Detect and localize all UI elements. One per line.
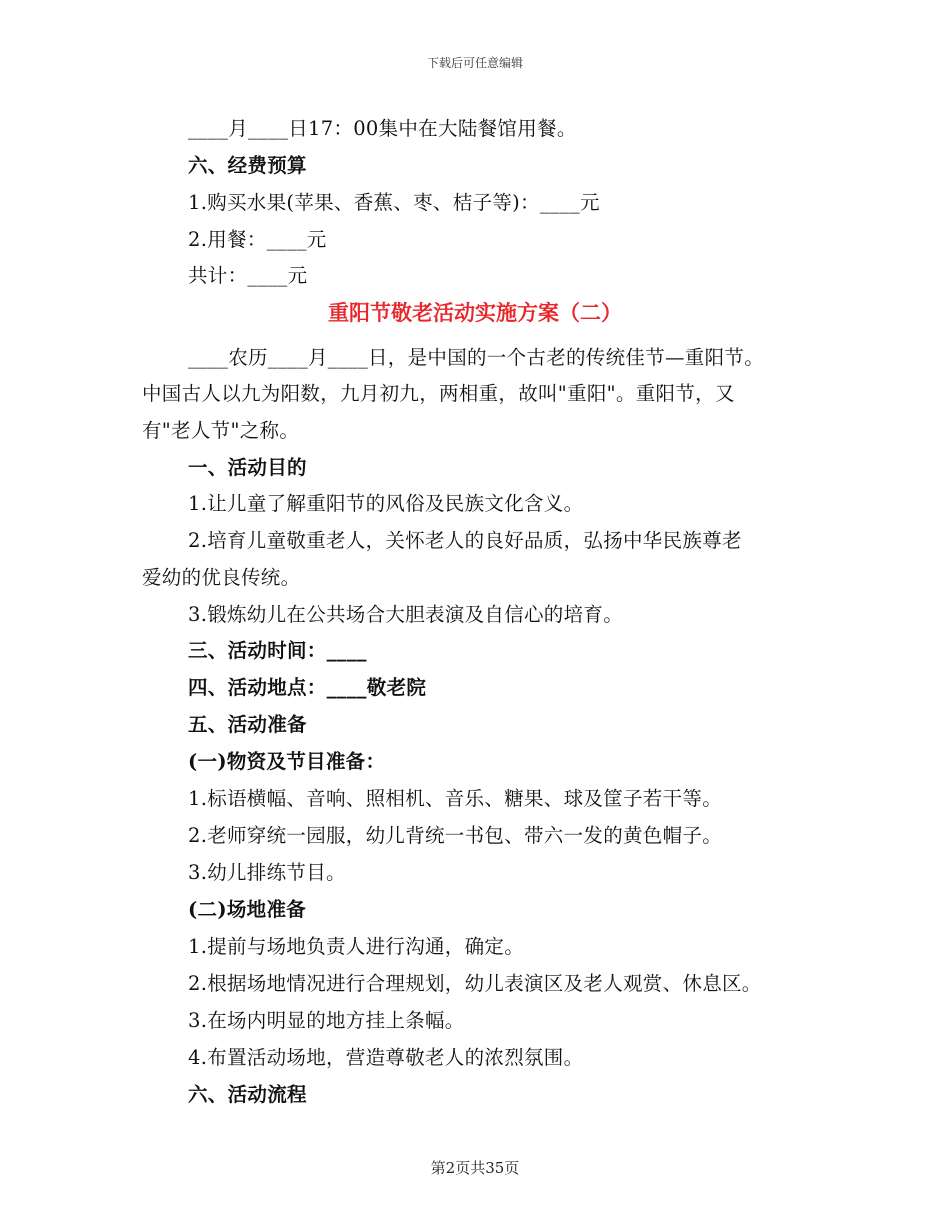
section-heading: 五、活动准备 <box>188 713 307 736</box>
text-line: 2.老师穿统一园服，幼儿背统一书包、带六一发的黄色帽子。 <box>188 824 723 847</box>
section-heading: 一、活动目的 <box>188 456 307 479</box>
text-line: 有"老人节"之称。 <box>142 419 300 442</box>
section-heading: (一)物资及节目准备： <box>188 750 386 773</box>
text-line: 1.购买水果(苹果、香蕉、枣、桔子等)：____元 <box>188 191 600 214</box>
text-line: 2.用餐：____元 <box>188 228 327 251</box>
section-heading: 三、活动时间：____ <box>188 639 367 662</box>
text-line: 4.布置活动场地，营造尊敬老人的浓烈氛围。 <box>188 1046 584 1069</box>
section-heading: 六、活动流程 <box>188 1083 307 1106</box>
text-line: 3.在场内明显的地方挂上条幅。 <box>188 1009 465 1032</box>
section-heading: 六、经费预算 <box>188 154 307 177</box>
page-header: 下载后可任意编辑 <box>426 56 523 70</box>
page-number: 第2页共35页 <box>430 1159 520 1177</box>
text-line: 2.根据场地情况进行合理规划，幼儿表演区及老人观赏、休息区。 <box>188 972 762 995</box>
text-line: 3.幼儿排练节目。 <box>188 861 346 884</box>
document-title: 重阳节敬老活动实施方案（二） <box>328 301 622 325</box>
text-line: 1.提前与场地负责人进行沟通，确定。 <box>188 935 525 958</box>
text-line: 中国古人以九为阳数，九月初九，两相重，故叫"重阳"。重阳节，又 <box>142 382 735 405</box>
text-line: 2.培育儿童敬重老人，关怀老人的良好品质，弘扬中华民族尊老 <box>188 529 742 552</box>
text-line: ____农历____月____日，是中国的一个古老的传统佳节—重阳节。 <box>188 346 764 369</box>
section-heading: (二)场地准备 <box>188 898 307 921</box>
text-line: 共计：____元 <box>188 264 308 287</box>
section-heading: 四、活动地点：____敬老院 <box>188 676 427 699</box>
text-line: 1.标语横幅、音响、照相机、音乐、糖果、球及筐子若干等。 <box>188 787 723 810</box>
text-line: ____月____日17：00集中在大陆餐馆用餐。 <box>188 117 577 140</box>
text-line: 3.锻炼幼儿在公共场合大胆表演及自信心的培育。 <box>188 603 624 626</box>
text-line: 1.让儿童了解重阳节的风俗及民族文化含义。 <box>188 492 584 515</box>
text-line: 爱幼的优良传统。 <box>142 566 301 589</box>
